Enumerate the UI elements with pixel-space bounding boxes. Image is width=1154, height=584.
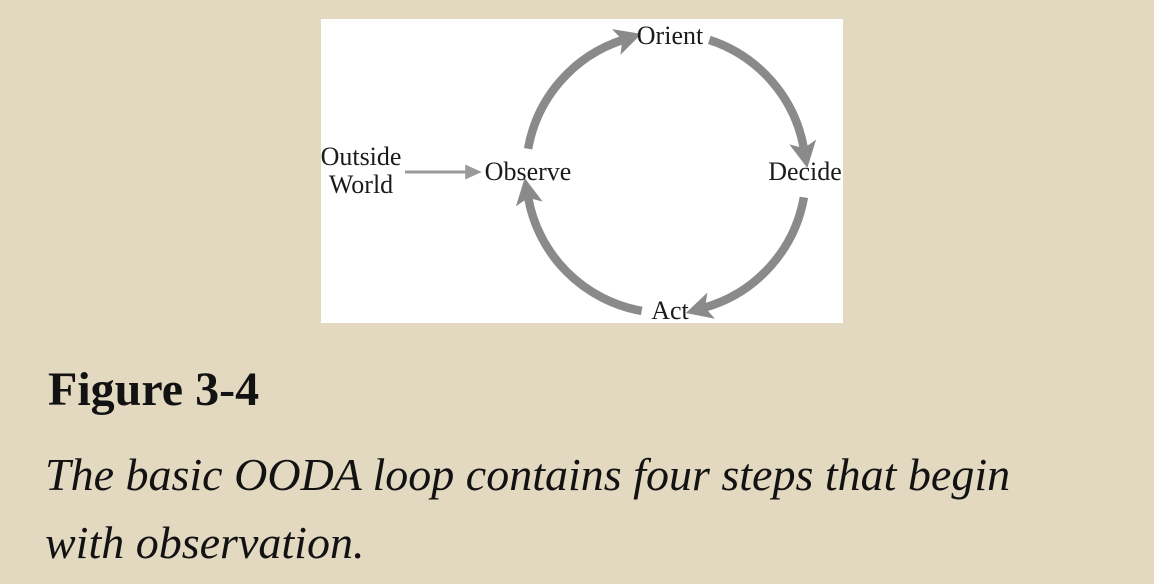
figure-number-heading: Figure 3-4 [48,363,260,416]
orient-label: Orient [636,21,704,50]
outside-world-label [321,142,402,199]
figure-caption [45,441,1010,577]
curved-arrow-decide-to-act-icon [705,197,804,307]
ooda-loop-figure [321,19,843,323]
figure-caption-line-2: with observation. [45,517,365,568]
act-label: Act [651,296,689,325]
curved-arrow-act-to-observe-icon [528,197,642,311]
outside-world-line1: Outside [320,142,402,171]
figure-caption-line-1: The basic OODA loop contains four steps that begin [45,449,1011,500]
curved-arrow-orient-to-decide-icon [709,40,804,149]
decide-label: Decide [768,157,842,186]
ooda-loop-diagram [321,19,843,323]
outside-world-line2: World [328,170,394,199]
observe-label: Observe [484,157,572,186]
curved-arrow-observe-to-orient-icon [528,40,623,149]
